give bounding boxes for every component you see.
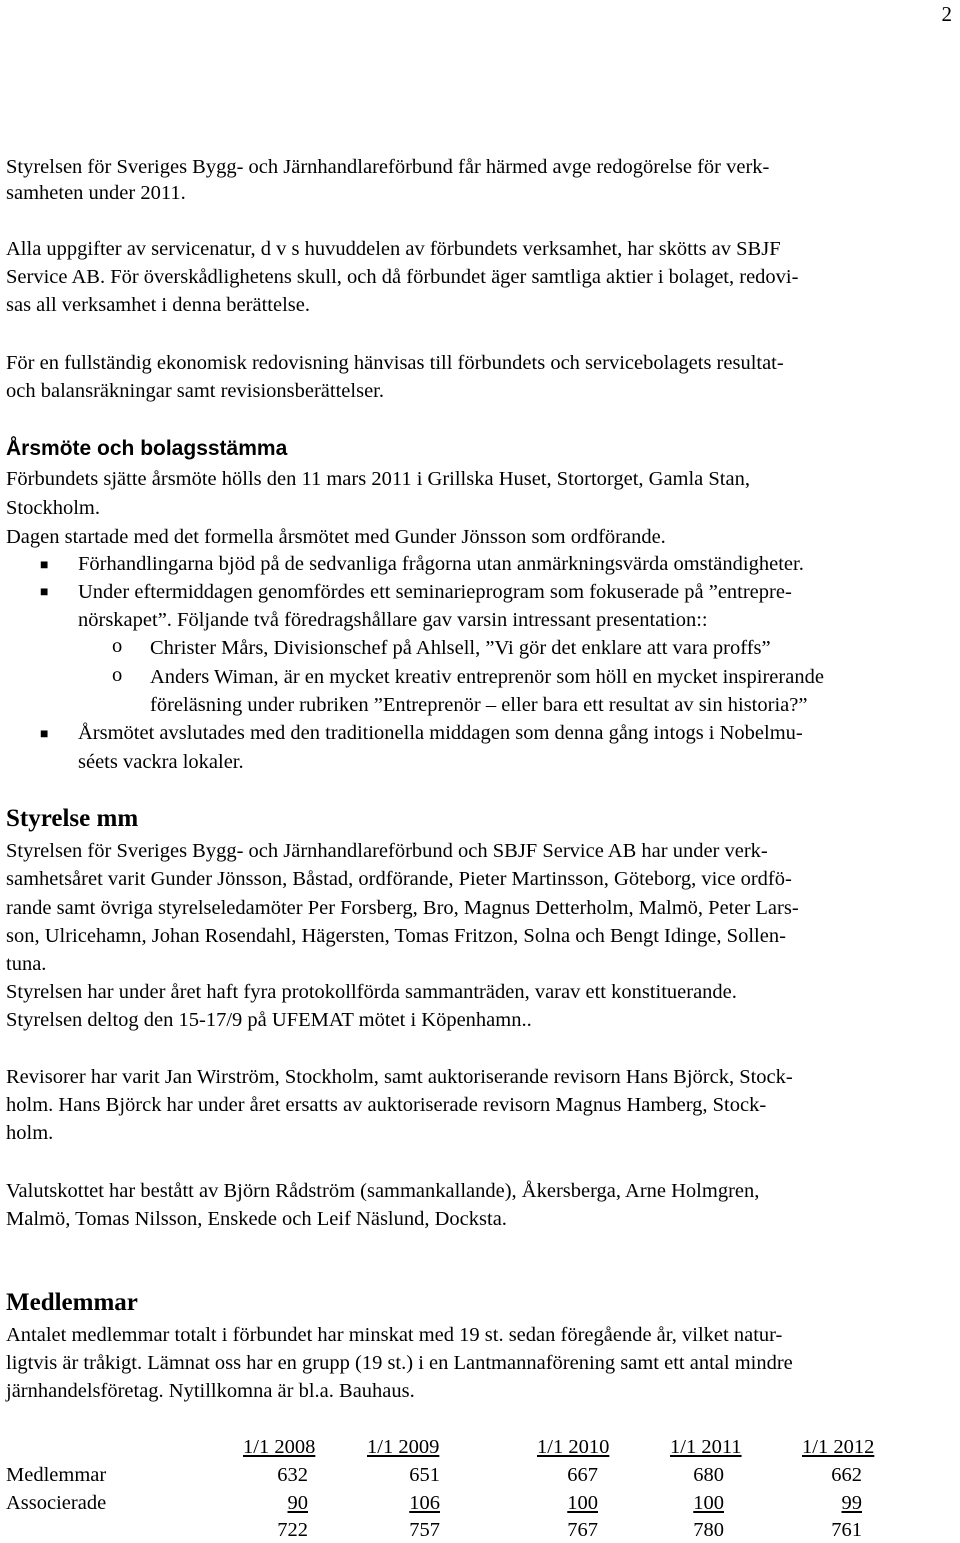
intro-p1-line-2: samheten under 2011. (6, 182, 186, 204)
table-cell-value: 106 (409, 1492, 440, 1514)
table-cell-value: 99 (841, 1492, 862, 1514)
table-cell-total: 722 (277, 1519, 308, 1541)
intro-p2-line-2: Service AB. För överskådlighetens skull, och då förbundet äger samtliga aktier i bolaget, redovi- (6, 266, 799, 288)
intro-p1-line-1: Styrelsen för Sveriges Bygg- och Järnhandlareförbund får härmed avge redogörelse för verk- (6, 156, 770, 178)
square-bullet-icon: ■ (40, 558, 49, 573)
table-cell-value: 90 (287, 1492, 308, 1514)
arsmote-bullet-2-line-2: nörskapet”. Följande två föredragshållare gav varsin intressant presentation:: (78, 609, 708, 631)
styrelse-p1-line-2: samhetsåret varit Gunder Jönsson, Båstad, ordförande, Pieter Martinsson, Göteborg, vice ordfö- (6, 868, 792, 890)
arsmote-bullet-2-line-1: Under eftermiddagen genomfördes ett seminarieprogram som fokuserade på ”entrepre- (78, 581, 792, 603)
arsmote-bullet-3-line-2: séets vackra lokaler. (78, 751, 244, 773)
table-cell (794, 1490, 862, 1516)
table-row-label: Medlemmar (6, 1464, 107, 1486)
table-cell-total: 767 (567, 1519, 598, 1541)
table-cell: 667 (567, 1464, 598, 1486)
table-cell: 662 (831, 1464, 862, 1486)
table-header-2011: 1/1 2011 (670, 1436, 742, 1458)
arsmote-line-1: Förbundets sjätte årsmöte hölls den 11 mars 2011 i Grillska Huset, Stortorget, Gamla Stan, (6, 468, 750, 490)
styrelse-p3-line-1: Valutskottet har bestått av Björn Rådström (sammankallande), Åkersberga, Arne Holmgren, (6, 1180, 760, 1202)
table-cell: 632 (277, 1464, 308, 1486)
styrelse-p1-line-1: Styrelsen för Sveriges Bygg- och Järnhandlareförbund och SBJF Service AB har under verk- (6, 840, 768, 862)
medlemmar-line-1: Antalet medlemmar totalt i förbundet har minskat med 19 st. sedan föregående år, vilket natur- (6, 1324, 783, 1346)
styrelse-p2-line-2: holm. Hans Björck har under året ersatts av auktoriserade revisorn Magnus Hamberg, Stock- (6, 1094, 767, 1116)
arsmote-sub-1: Christer Mårs, Divisionschef på Ahlsell, ”Vi gör det enklare att vara proffs” (150, 637, 771, 659)
arsmote-bullet-1: Förhandlingarna bjöd på de sedvanliga frågorna utan anmärkningsvärda omständigheter. (78, 553, 804, 575)
styrelse-p2-line-3: holm. (6, 1122, 54, 1144)
medlemmar-line-2: ligtvis är tråkigt. Lämnat oss har en grupp (19 st.) i en Lantmannaförening samt ett antal mindre (6, 1352, 793, 1374)
square-bullet-icon: ■ (40, 585, 49, 600)
square-bullet-icon: ■ (40, 727, 49, 742)
styrelse-p1-line-5: tuna. (6, 953, 47, 975)
medlemmar-heading: Medlemmar (6, 1289, 138, 1316)
circle-bullet-icon: o (112, 664, 123, 686)
arsmote-sub-2-line-1: Anders Wiman, är en mycket kreativ entreprenör som höll en mycket inspirerande (150, 666, 824, 688)
medlemmar-line-3: järnhandelsföretag. Nytillkomna är bl.a. Bauhaus. (6, 1380, 415, 1402)
table-cell-total: 761 (831, 1519, 862, 1541)
table-row-label: Associerade (6, 1492, 107, 1514)
styrelse-p1-line-3: rande samt övriga styrelseledamöter Per Forsberg, Bro, Magnus Detterholm, Malmö, Peter Lars- (6, 897, 799, 919)
styrelse-heading: Styrelse mm (6, 805, 139, 832)
styrelse-p3-line-2: Malmö, Tomas Nilsson, Enskede och Leif Näslund, Docksta. (6, 1208, 507, 1230)
arsmote-bullet-3-line-1: Årsmötet avslutades med den traditionella middagen som denna gång intogs i Nobelmu- (78, 722, 803, 744)
table-cell-value: 100 (693, 1492, 724, 1514)
styrelse-p1-line-7: Styrelsen deltog den 15-17/9 på UFEMAT mötet i Köpenhamn.. (6, 1009, 532, 1031)
arsmote-line-2: Stockholm. (6, 497, 100, 519)
intro-p3-line-2: och balansräkningar samt revisionsberättelser. (6, 380, 384, 402)
intro-p2-line-3: sas all verksamhet i denna berättelse. (6, 294, 310, 316)
intro-p3-line-1: För en fullständig ekonomisk redovisning hänvisas till förbundets och servicebolagets resultat- (6, 352, 784, 374)
page-number: 2 (941, 2, 952, 26)
arsmote-line-3: Dagen startade med det formella årsmötet med Gunder Jönsson som ordförande. (6, 526, 666, 548)
table-cell (656, 1490, 724, 1516)
table-cell: 651 (409, 1464, 440, 1486)
circle-bullet-icon: o (112, 635, 123, 657)
table-cell (240, 1490, 308, 1516)
table-cell: 680 (693, 1464, 724, 1486)
table-header-2010: 1/1 2010 (537, 1436, 610, 1458)
table-cell (530, 1490, 598, 1516)
intro-p2-line-1: Alla uppgifter av servicenatur, d v s huvuddelen av förbundets verksamhet, har skötts av SBJF (6, 238, 781, 260)
table-cell (372, 1490, 440, 1516)
table-header-2009: 1/1 2009 (367, 1436, 440, 1458)
arsmote-heading: Årsmöte och bolagsstämma (6, 437, 288, 460)
styrelse-p1-line-6: Styrelsen har under året haft fyra protokollförda sammanträden, varav ett konstituerande. (6, 981, 737, 1003)
styrelse-p1-line-4: son, Ulricehamn, Johan Rosendahl, Hägersten, Tomas Fritzon, Solna och Bengt Idinge, Sollen- (6, 925, 786, 947)
table-cell-total: 780 (693, 1519, 724, 1541)
table-cell-value: 100 (567, 1492, 598, 1514)
table-header-2012: 1/1 2012 (802, 1436, 875, 1458)
table-header-2008: 1/1 2008 (243, 1436, 316, 1458)
arsmote-sub-2-line-2: föreläsning under rubriken ”Entreprenör – eller bara ett resultat av sin historia?” (150, 694, 808, 716)
styrelse-p2-line-1: Revisorer har varit Jan Wirström, Stockholm, samt auktoriserande revisorn Hans Björck, Stock- (6, 1066, 793, 1088)
table-cell-total: 757 (409, 1519, 440, 1541)
